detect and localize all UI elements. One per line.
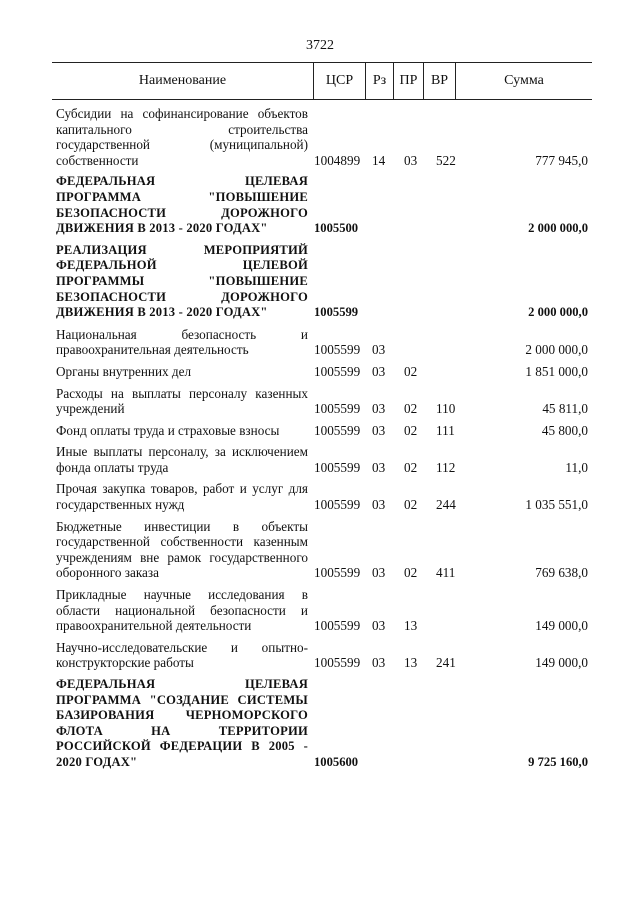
row-csr: 1005500 <box>314 221 359 236</box>
row-csr: 1004899 <box>314 152 361 168</box>
row-pr: 13 <box>404 618 418 634</box>
row-csr: 1005599 <box>314 497 361 513</box>
table-header <box>52 62 592 100</box>
row-vr: 110 <box>436 401 456 417</box>
row-sum: 2 000 000,0 <box>528 305 588 320</box>
row-sum: 45 811,0 <box>542 401 588 417</box>
row-sum: 769 638,0 <box>535 565 588 581</box>
row-sum: 149 000,0 <box>535 618 588 634</box>
row-name: Национальная безопасность и правоохранительная деятельность <box>56 326 308 358</box>
page-number: 3722 <box>306 38 334 53</box>
table-row <box>52 587 592 634</box>
row-vr: 411 <box>436 565 456 581</box>
row-name: ФЕДЕРАЛЬНАЯ ЦЕЛЕВАЯ ПРОГРАММА "ПОВЫШЕНИЕ БЕЗОПАСНОСТИ ДОРОЖНОГО ДВИЖЕНИЯ В 2013 - 2020 ГОДАХ" <box>56 174 308 236</box>
row-pr: 02 <box>404 497 418 513</box>
row-name: РЕАЛИЗАЦИЯ МЕРОПРИЯТИЙ ФЕДЕРАЛЬНОЙ ЦЕЛЕВОЙ ПРОГРАММЫ "ПОВЫШЕНИЕ БЕЗОПАСНОСТИ ДОРОЖНОГО ДВИЖЕНИЯ В 2013 - 2020 ГОДАХ" <box>56 242 308 320</box>
row-vr: 244 <box>436 497 456 513</box>
row-name: Прочая закупка товаров, работ и услуг для государственных нужд <box>56 481 308 513</box>
row-sum: 1 851 000,0 <box>525 363 588 379</box>
row-rz: 03 <box>372 655 386 671</box>
row-rz: 03 <box>372 401 386 417</box>
row-csr: 1005599 <box>314 305 359 320</box>
table-row <box>52 444 592 475</box>
row-vr: 112 <box>436 459 456 475</box>
row-csr: 1005599 <box>314 401 361 417</box>
table-row <box>52 386 592 417</box>
row-rz: 03 <box>372 618 386 634</box>
header-name: Наименование <box>52 63 314 99</box>
header-csr: ЦСР <box>314 63 366 99</box>
row-csr: 1005599 <box>314 363 361 379</box>
row-csr: 1005599 <box>314 618 361 634</box>
row-sum: 9 725 160,0 <box>528 754 588 769</box>
row-csr: 1005599 <box>314 459 361 475</box>
row-csr: 1005599 <box>314 422 361 438</box>
row-name: Расходы на выплаты персоналу казенных учреждений <box>56 385 308 417</box>
row-sum: 2 000 000,0 <box>525 342 588 358</box>
header-vr: ВР <box>424 63 456 99</box>
table-row <box>52 106 592 168</box>
row-rz: 03 <box>372 342 386 358</box>
row-sum: 45 800,0 <box>541 422 588 438</box>
header-pr: ПР <box>394 63 424 99</box>
header-sum: Сумма <box>504 73 544 88</box>
table-row <box>52 364 592 380</box>
table-row <box>52 519 592 581</box>
row-vr: 111 <box>436 422 455 438</box>
row-name: Прикладные научные исследования в области национальной безопасности и правоохранительной деятельности <box>56 587 308 634</box>
row-rz: 03 <box>372 459 386 475</box>
row-rz: 03 <box>372 363 386 379</box>
row-name: ФЕДЕРАЛЬНАЯ ЦЕЛЕВАЯ ПРОГРАММА "СОЗДАНИЕ СИСТЕМЫ БАЗИРОВАНИЯ ЧЕРНОМОРСКОГО ФЛОТА НА ТЕРРИТОРИИ РОССИЙСКОЙ ФЕДЕРАЦИИ В 2005 - 2020 ГОДАХ" <box>56 677 308 769</box>
row-name: Иные выплаты персоналу, за исключением фонда оплаты труда <box>56 444 308 475</box>
table-row <box>52 243 592 321</box>
row-csr: 1005599 <box>314 565 361 581</box>
row-pr: 13 <box>404 655 418 671</box>
row-csr: 1005599 <box>314 655 361 671</box>
row-name: Научно-исследовательские и опытно-конструкторские работы <box>56 639 308 671</box>
table-row <box>52 174 592 236</box>
row-pr: 03 <box>404 152 418 168</box>
row-name: Фонд оплаты труда и страховые взносы <box>56 422 280 438</box>
row-vr: 522 <box>436 152 456 168</box>
row-csr: 1005600 <box>314 754 359 769</box>
row-pr: 02 <box>404 401 418 417</box>
row-rz: 03 <box>372 422 386 438</box>
row-rz: 03 <box>372 497 386 513</box>
row-sum: 2 000 000,0 <box>528 221 588 236</box>
row-pr: 02 <box>404 422 418 438</box>
row-name: Бюджетные инвестиции в объекты государственной собственности казенным учреждениям вне рамок государственного оборонного заказа <box>56 518 308 581</box>
table-row <box>52 327 592 358</box>
row-sum: 149 000,0 <box>535 655 588 671</box>
row-csr: 1005599 <box>314 342 361 358</box>
table-body <box>52 106 592 771</box>
budget-table <box>52 62 592 771</box>
row-pr: 02 <box>404 363 418 379</box>
row-pr: 02 <box>404 459 418 475</box>
table-row <box>52 640 592 671</box>
row-rz: 03 <box>372 565 386 581</box>
row-name: Органы внутренних дел <box>56 363 192 379</box>
row-vr: 241 <box>436 655 456 671</box>
table-row <box>52 677 592 771</box>
table-row <box>52 423 592 439</box>
header-rz: Рз <box>366 63 394 99</box>
row-rz: 14 <box>372 152 386 168</box>
table-row <box>52 481 592 512</box>
row-pr: 02 <box>404 565 418 581</box>
row-name: Субсидии на софинансирование объектов капитального строительства государственной (муниципальной) собственности <box>56 106 308 168</box>
row-sum: 1 035 551,0 <box>525 497 588 513</box>
row-sum: 11,0 <box>565 459 588 475</box>
row-sum: 777 945,0 <box>535 152 588 168</box>
